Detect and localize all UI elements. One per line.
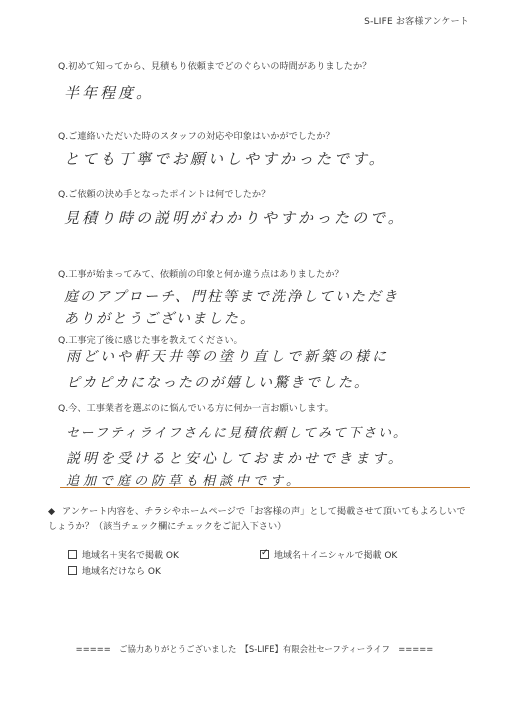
answer-2: とても丁寧でお願いしやすかったです。	[64, 150, 387, 168]
question-6: Q.今、工事業者を選ぶのに悩んでいる方に何か一言お願いします。	[58, 403, 334, 414]
answer-4-line-2: ありがとうございました。	[64, 311, 256, 327]
option-real-name[interactable]	[68, 548, 179, 561]
option-area-only[interactable]	[68, 564, 161, 577]
question-4: Q.工事が始まってみて、依頼前の印象と何か違う点はありましたか？	[58, 269, 344, 280]
checkbox-checked-icon[interactable]	[260, 550, 269, 559]
publication-consent	[48, 504, 468, 534]
answer-5-line-1: 雨どいや軒天井等の塗り直しで新築の様に	[66, 349, 389, 365]
consent-text: アンケート内容を、チラシやホームページで「お客様の声」として掲載させて頂いてもよろしいでしょうか？（該当チェック欄にチェックをご記入下さい）	[48, 506, 466, 532]
answer-6-line-3: 追加で庭の防草も相談中です。	[66, 474, 303, 489]
answer-6-line-2: 説明を受けると安心しておまかせできます。	[66, 451, 405, 467]
checkbox-icon[interactable]	[68, 550, 77, 559]
answer-3: 見積り時の説明がわかりやすかったので。	[64, 209, 406, 227]
question-5: Q.工事完了後に感じた事を教えてください。	[58, 335, 243, 346]
divider-line	[60, 487, 470, 488]
check-mark-icon: ✓	[261, 548, 269, 558]
option-initials[interactable]	[260, 548, 397, 561]
question-1: Q.初めて知ってから、見積もり依頼までどのぐらいの時間がありましたか？	[58, 61, 372, 72]
page-header-title: S-LIFE お客様アンケート	[364, 17, 469, 27]
footer-thanks: ===== ご協力ありがとうございました 【S-LIFE】有限会社セーフティーライフ =====	[75, 644, 434, 654]
answer-5-line-2: ピカピカになったのが嬉しい驚きでした。	[66, 375, 370, 391]
option-label: 地域名＋イニシャルで掲載 OK	[274, 551, 398, 561]
answer-6-line-1: セーフティライフさんに見積依頼してみて下さい。	[66, 426, 409, 441]
diamond-bullet-icon: ◆	[48, 506, 56, 517]
option-label: 地域名だけなら OK	[82, 567, 161, 577]
answer-4-line-1: 庭のアプローチ、門柱等まで洗浄していただき	[64, 289, 400, 305]
question-3: Q.ご依頼の決め手となったポイントは何でしたか？	[58, 189, 271, 200]
checkbox-icon[interactable]	[68, 566, 77, 575]
answer-1: 半年程度。	[64, 84, 155, 102]
question-2: Q.ご連絡いただいた時のスタッフの対応や印象はいかがでしたか？	[58, 131, 335, 142]
option-label: 地域名＋実名で掲載 OK	[82, 551, 179, 561]
